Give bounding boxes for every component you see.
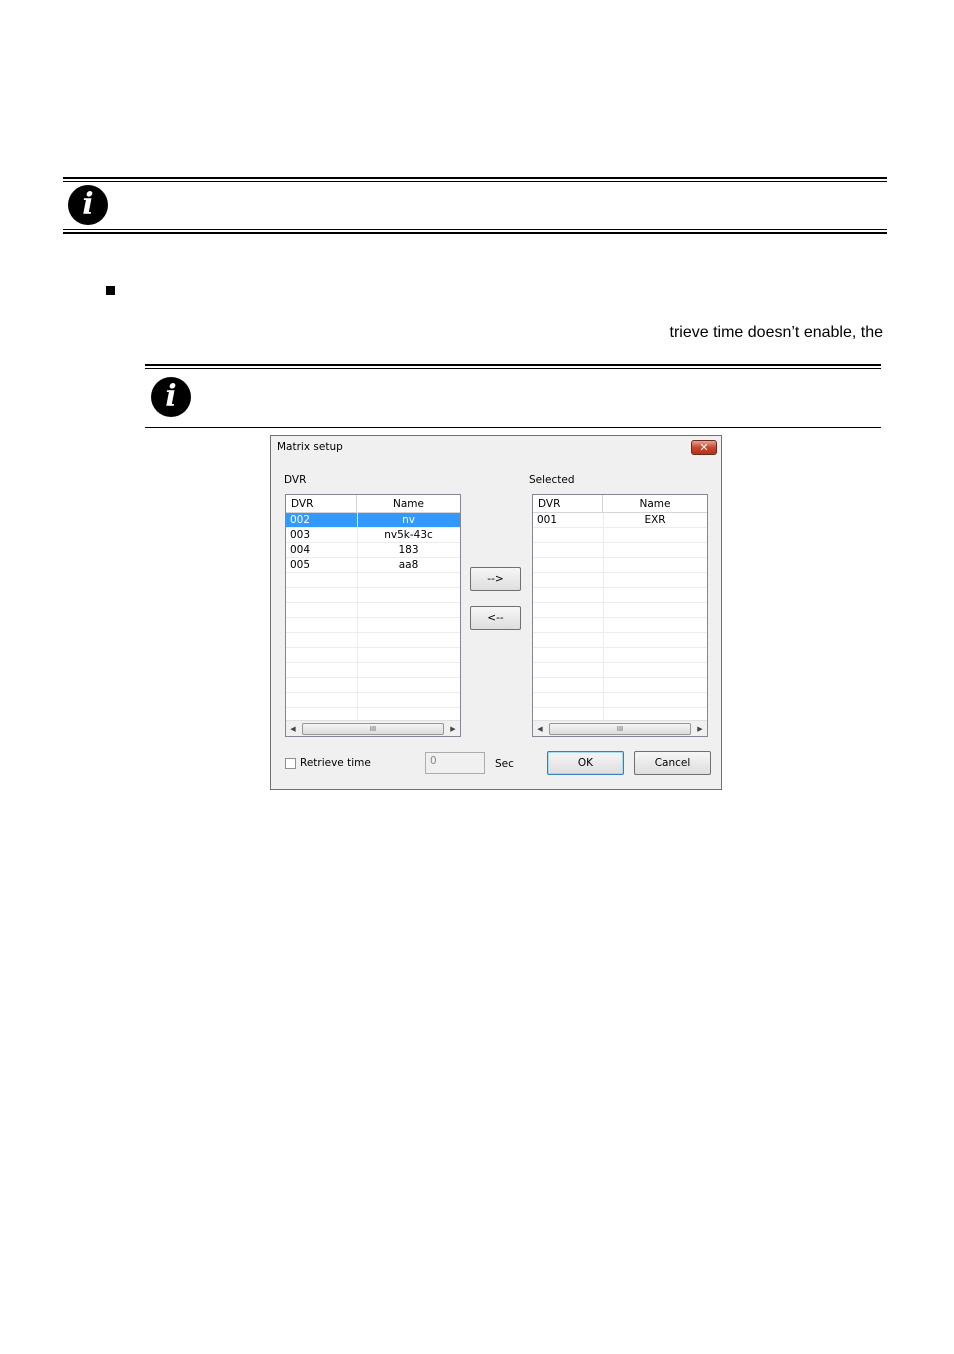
close-button[interactable]: ✕	[691, 440, 717, 455]
horizontal-scrollbar[interactable]	[286, 720, 460, 736]
body-text-fragment: trieve time doesn’t enable, the	[669, 324, 883, 341]
selected-list-rows	[533, 513, 707, 708]
table-row	[533, 648, 707, 663]
table-row	[286, 603, 460, 618]
table-row	[533, 543, 707, 558]
table-row	[286, 648, 460, 663]
top-note-rule-bottom-thick	[63, 232, 887, 234]
table-row	[533, 588, 707, 603]
column-header-name[interactable]: Name	[603, 495, 708, 513]
matrix-setup-dialog	[270, 435, 722, 790]
cell-dvr: 001	[537, 514, 558, 526]
scroll-right-icon[interactable]: ▶	[697, 725, 703, 733]
table-row	[533, 693, 707, 708]
remove-from-selected-button[interactable]: <--	[470, 606, 521, 630]
info-icon: i	[151, 377, 191, 417]
second-note-rule-top-thin	[145, 368, 881, 369]
cancel-button[interactable]: Cancel	[634, 751, 711, 775]
table-row	[286, 663, 460, 678]
retrieve-time-label[interactable]: Retrieve time	[300, 757, 371, 769]
top-note-rule-top-thick	[63, 177, 887, 179]
table-row	[533, 528, 707, 543]
retrieve-time-checkbox[interactable]	[285, 758, 296, 769]
table-row[interactable]	[286, 558, 460, 573]
scroll-left-icon[interactable]: ◀	[537, 725, 543, 733]
column-separator	[357, 513, 358, 720]
scroll-left-icon[interactable]: ◀	[290, 725, 296, 733]
cell-name: 183	[398, 544, 419, 556]
table-row[interactable]	[286, 513, 460, 528]
list-bullet	[106, 286, 115, 295]
dvr-list-label: DVR	[284, 474, 307, 486]
column-header-name[interactable]: Name	[357, 495, 461, 513]
scroll-thumb[interactable]: III	[549, 723, 691, 735]
top-note-rule-bottom-thin	[63, 229, 887, 230]
cell-dvr: 002	[290, 514, 311, 526]
table-row	[286, 678, 460, 693]
table-row[interactable]	[286, 528, 460, 543]
cell-name: nv	[402, 514, 415, 526]
selected-list-label: Selected	[529, 474, 575, 486]
top-note-rule-top-thin	[63, 181, 887, 182]
info-icon: i	[68, 185, 108, 225]
dialog-titlebar[interactable]	[271, 436, 721, 458]
ok-button[interactable]: OK	[547, 751, 624, 775]
selected-list-header	[533, 495, 707, 513]
dialog-title: Matrix setup	[277, 441, 343, 453]
second-note-rule-top-thick	[145, 364, 881, 366]
selected-listview[interactable]	[532, 494, 708, 737]
table-row	[286, 633, 460, 648]
table-row[interactable]	[286, 543, 460, 558]
cell-dvr: 005	[290, 559, 311, 571]
cell-name: aa8	[398, 559, 419, 571]
dvr-list-rows	[286, 513, 460, 708]
column-header-dvr[interactable]: DVR	[533, 495, 603, 513]
table-row	[286, 693, 460, 708]
table-row	[533, 573, 707, 588]
dvr-list-header	[286, 495, 460, 513]
column-header-dvr[interactable]: DVR	[286, 495, 357, 513]
table-row[interactable]	[533, 513, 707, 528]
table-row	[533, 633, 707, 648]
retrieve-time-input[interactable]: 0	[425, 752, 485, 774]
dvr-listview[interactable]	[285, 494, 461, 737]
scroll-right-icon[interactable]: ▶	[450, 725, 456, 733]
second-note-rule-bottom	[145, 427, 881, 428]
table-row	[286, 618, 460, 633]
cell-name: EXR	[644, 514, 666, 526]
seconds-unit-label: Sec	[495, 758, 514, 770]
scroll-thumb[interactable]: III	[302, 723, 444, 735]
table-row	[533, 618, 707, 633]
table-row	[533, 558, 707, 573]
table-row	[286, 573, 460, 588]
cell-name: nv5k-43c	[384, 529, 433, 541]
column-separator	[603, 513, 604, 720]
table-row	[286, 588, 460, 603]
add-to-selected-button[interactable]: -->	[470, 567, 521, 591]
cell-dvr: 003	[290, 529, 311, 541]
table-row	[533, 603, 707, 618]
cell-dvr: 004	[290, 544, 311, 556]
horizontal-scrollbar[interactable]	[533, 720, 707, 736]
table-row	[533, 678, 707, 693]
table-row	[533, 663, 707, 678]
